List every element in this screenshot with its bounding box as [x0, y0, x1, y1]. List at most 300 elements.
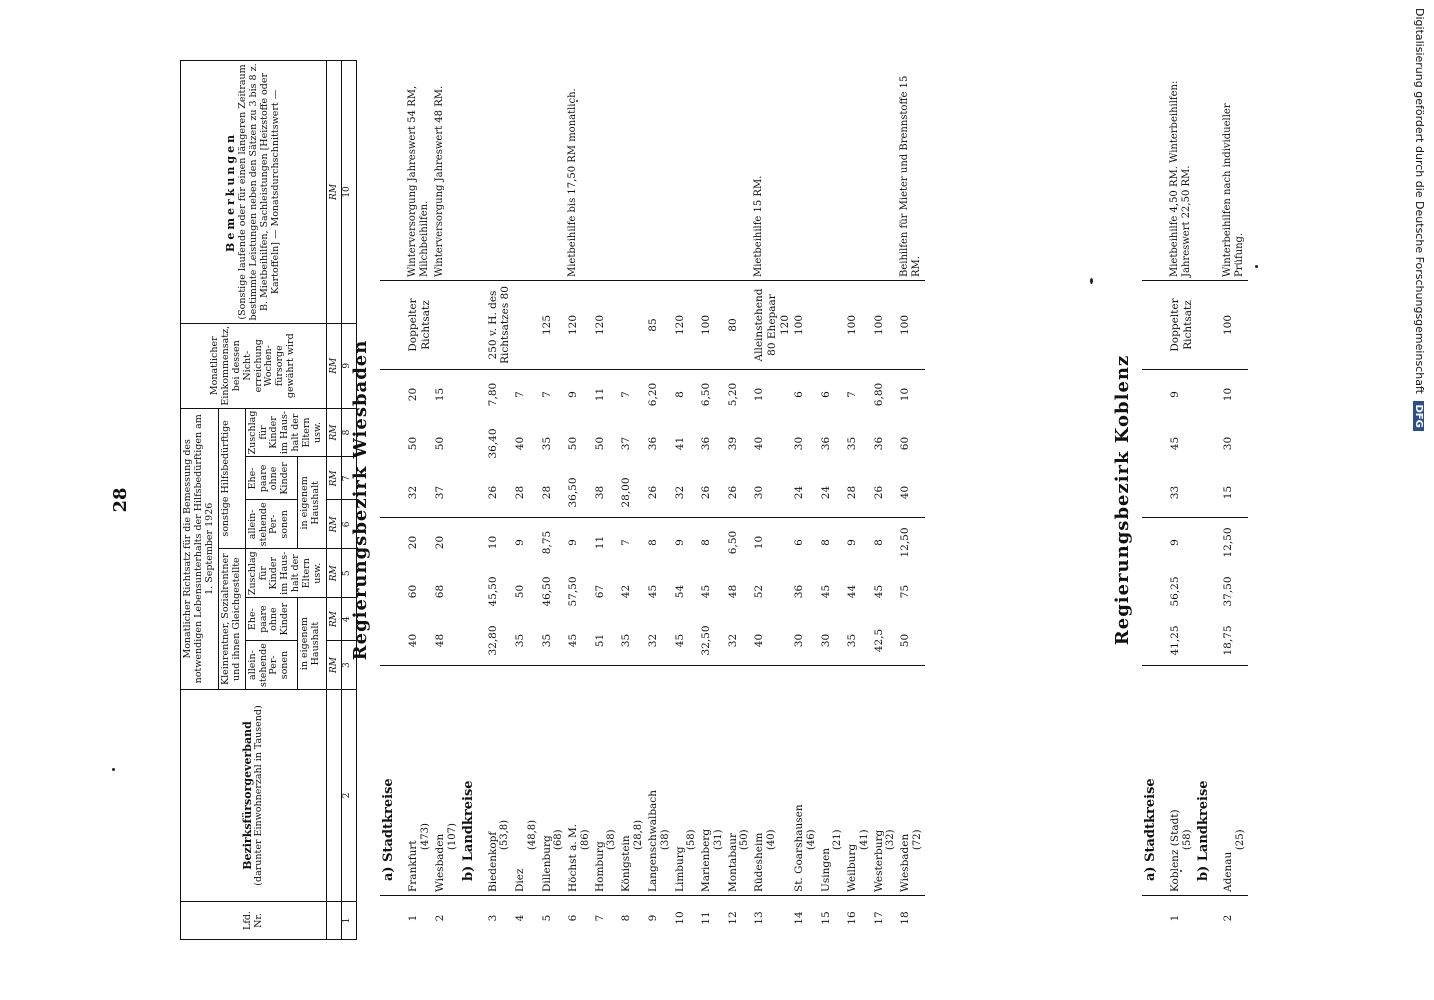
- rate-cell-c8: 20: [406, 370, 433, 420]
- unit-rm: RM: [327, 61, 342, 324]
- empty-cell: [1142, 468, 1168, 518]
- row-number: [380, 896, 406, 941]
- row-number: [460, 896, 486, 941]
- district-name: Montabaur: [726, 832, 739, 892]
- row-number: 13: [752, 896, 792, 941]
- district-population: (28,8): [632, 819, 644, 850]
- district-cell: [566, 666, 593, 896]
- district-population: (25): [1234, 829, 1246, 850]
- rate-cell-c7: 50: [407, 436, 419, 451]
- rate-cell-c7: 60: [899, 436, 912, 451]
- table-row: [619, 60, 646, 940]
- rate-cell-c6: 26: [486, 485, 499, 500]
- empty-cell: [380, 567, 406, 616]
- district-cell: [646, 666, 673, 896]
- rate-cell-c3: 41,25: [1169, 625, 1181, 656]
- income-threshold-cell: 100: [1221, 281, 1248, 370]
- rotated-page: [60, 60, 1310, 940]
- rate-cell-c7: 37: [620, 436, 633, 451]
- rate-cell-c8: 6,80: [872, 370, 899, 420]
- rate-cell-c8: 6: [819, 370, 846, 420]
- rate-cell-c4: 50: [513, 584, 526, 599]
- row-number: 12: [726, 896, 753, 941]
- remarks-cell: [819, 60, 846, 281]
- row-number: [1195, 896, 1221, 941]
- income-threshold-cell: 120: [566, 281, 593, 370]
- income-threshold-cell: [619, 281, 646, 370]
- column-number: 2: [342, 690, 357, 902]
- header-einkommensatz: Monatlicher Einkommensatz, bei dessen Nicht-erreichung Wochen-fürsorge gewährt wird: [181, 323, 327, 408]
- district-name: Rüdesheim: [753, 832, 766, 892]
- rate-cell-c6: 40: [899, 485, 912, 500]
- district-cell: [673, 666, 700, 896]
- district-population: (107): [446, 823, 458, 850]
- table-koblenz: [1142, 60, 1248, 940]
- table-row: [1168, 60, 1195, 940]
- column-number: 6: [342, 500, 357, 549]
- district-population: (46): [805, 829, 817, 850]
- district-cell: [726, 666, 753, 896]
- rate-cell-c3: 30: [793, 633, 806, 648]
- empty-cell: [1195, 419, 1221, 468]
- rate-cell-c6: 24: [793, 485, 806, 500]
- district-name: Marienberg: [700, 828, 713, 892]
- empty-cell: [1195, 370, 1221, 420]
- remarks-cell: [792, 60, 819, 281]
- rate-cell-c7: 36: [646, 436, 659, 451]
- rate-cell-c5: 9: [673, 518, 700, 568]
- district-population: (40): [765, 829, 777, 850]
- income-threshold-cell: 125: [540, 281, 567, 370]
- rate-cell-c4: 44: [846, 584, 859, 599]
- empty-cell: [380, 419, 406, 468]
- table-wiesbaden: [380, 60, 925, 940]
- table-row: [872, 60, 899, 940]
- rate-cell-c7: 40: [513, 436, 526, 451]
- unit-rm: RM: [327, 323, 342, 408]
- rate-cell-c5: 9: [845, 518, 872, 568]
- empty-cell: [1195, 468, 1221, 518]
- empty-cell: [460, 616, 486, 666]
- rate-cell-c5: 10: [752, 518, 792, 568]
- rate-cell-c5: 9: [1168, 518, 1195, 568]
- header-richtsatz: Monatlicher Richtsatz für die Bemessung des notwendigen Lebensunterhalts der Hilfsbedürftigen am 1. September 1926: [181, 408, 219, 689]
- rate-cell-c6: 36,50: [567, 477, 580, 508]
- unit-rm: RM: [327, 500, 342, 549]
- rate-cell-c4: 45: [819, 584, 832, 599]
- empty-cell: [1142, 518, 1168, 568]
- district-cell: [406, 666, 433, 896]
- empty-cell: [460, 419, 486, 468]
- header-allein-1: allein-stehende Per-sonen: [245, 641, 298, 690]
- district-name: Frankfurt: [407, 840, 419, 892]
- rate-cell-c3: 35: [620, 633, 633, 648]
- rate-cell-c4: 48: [726, 584, 739, 599]
- row-number: 10: [673, 896, 700, 941]
- rate-cell-c3: 40: [753, 633, 766, 648]
- district-cell: [845, 666, 872, 896]
- table-row: [513, 60, 540, 940]
- district-population: (58): [1181, 829, 1193, 850]
- empty-cell: [1195, 518, 1221, 568]
- income-threshold-cell: Doppelter Richtsatz: [406, 281, 433, 370]
- header-bezirk: [181, 690, 327, 902]
- empty-cell: [1195, 60, 1221, 281]
- district-population: (72): [912, 829, 924, 850]
- row-number: 8: [619, 896, 646, 941]
- remarks-cell: [619, 60, 646, 281]
- income-threshold-cell: 100: [898, 281, 925, 370]
- remarks-cell: [646, 60, 673, 281]
- column-number: 3: [342, 641, 357, 690]
- empty-cell: [460, 370, 486, 420]
- rate-cell-c8: 10: [1221, 370, 1248, 420]
- subsection-row: [380, 60, 406, 940]
- rate-cell-c8: 5,20: [726, 370, 753, 420]
- rate-cell-c5: 10: [486, 518, 513, 568]
- rate-cell-c8: 10: [752, 370, 792, 420]
- district-cell: [699, 666, 726, 896]
- remarks-cell: Mietbeihilfe 4,50 RM. Winterbeihilfen: Jahreswert 22,50 RM.: [1169, 80, 1192, 277]
- rate-cell-c3: 32: [726, 633, 739, 648]
- rate-cell-c4: 42: [620, 584, 633, 599]
- rate-cell-c6: 28: [540, 485, 553, 500]
- rate-cell-c3: 35: [540, 633, 553, 648]
- rate-cell-c4: 36: [793, 584, 806, 599]
- income-threshold-cell: 80: [726, 281, 753, 370]
- rate-cell-c6: 28: [846, 485, 859, 500]
- table-row: [540, 60, 567, 940]
- row-number: 7: [593, 896, 620, 941]
- subsection-heading: a) Stadtkreise: [380, 666, 406, 896]
- remarks-cell: [593, 60, 620, 281]
- income-threshold-cell: 120: [673, 281, 700, 370]
- rate-cell-c5: 8: [819, 518, 846, 568]
- row-number: 11: [699, 896, 726, 941]
- rate-cell-c5: 7: [619, 518, 646, 568]
- row-number: 5: [540, 896, 567, 941]
- header-allein-2: allein-stehende Per-sonen: [245, 500, 298, 549]
- rate-cell-c3: 32,50: [700, 625, 713, 656]
- header-bezirk-title: Bezirksfürsorgeverband: [240, 721, 254, 870]
- district-cell: [593, 666, 620, 896]
- remarks-cell: [513, 60, 540, 281]
- rate-cell-c5: 12,50: [898, 518, 925, 568]
- district-name: Biedenkopf: [486, 831, 499, 892]
- rate-cell-c8: 7: [540, 370, 567, 420]
- row-number: 15: [819, 896, 846, 941]
- district-name: St. Goarshausen: [793, 804, 806, 892]
- district-cell: [433, 666, 460, 896]
- rate-cell-c7: 30: [793, 436, 806, 451]
- table-row: [726, 60, 753, 940]
- table-row: [566, 60, 593, 940]
- rate-cell-c3: 51: [593, 633, 606, 648]
- row-number: 1: [406, 896, 433, 941]
- district-name: Königstein: [620, 835, 633, 892]
- rate-cell-c7: 45: [1169, 436, 1181, 451]
- rate-cell-c8: 11: [593, 370, 620, 420]
- table-row: [406, 60, 433, 940]
- income-threshold-cell: [433, 281, 460, 370]
- district-name: Wiesbaden: [899, 833, 912, 892]
- remarks-cell: Winterversorgung Jahreswert 48 RM.: [434, 85, 446, 277]
- table-row: [699, 60, 726, 940]
- header-lfd-nr: Lfd. Nr.: [181, 902, 327, 940]
- rate-cell-c5: 12,50: [1221, 518, 1248, 568]
- unit-rm: RM: [327, 408, 342, 457]
- rate-cell-c5: 20: [406, 518, 433, 568]
- rate-cell-c5: 9: [513, 518, 540, 568]
- table-row: [845, 60, 872, 940]
- subsection-heading: b) Landkreise: [1195, 666, 1221, 896]
- district-population: (32): [885, 829, 897, 850]
- row-number: 3: [486, 896, 513, 941]
- empty-cell: [380, 60, 406, 281]
- row-number: 9: [646, 896, 673, 941]
- district-name: Langenschwalbach: [646, 790, 659, 892]
- district-population: (58): [686, 829, 698, 850]
- rate-cell-c6: 26: [700, 485, 713, 500]
- remarks-cell: Mietbeihilfe bis 17,50 RM monatlich.: [567, 88, 579, 277]
- rate-cell-c8: 6,20: [646, 370, 673, 420]
- rate-cell-c6: 33: [1169, 485, 1181, 500]
- row-number: 18: [898, 896, 925, 941]
- district-population: (38): [659, 829, 671, 850]
- rate-cell-c6: 28: [513, 485, 526, 500]
- table-row: [646, 60, 673, 940]
- header-bemerkungen: [181, 61, 327, 324]
- income-threshold-cell: 100: [845, 281, 872, 370]
- empty-cell: [380, 518, 406, 568]
- column-number: 10: [342, 61, 357, 324]
- row-number: 2: [433, 896, 460, 941]
- remarks-cell: Winterbeihilfen nach individueller Prüfung.: [1222, 103, 1246, 277]
- remarks-cell: Winterversorgung Jahreswert 54 RM, Milchbeihilfen.: [407, 85, 430, 277]
- rate-cell-c8: 9: [566, 370, 593, 420]
- unit-rm: RM: [327, 457, 342, 500]
- dfg-logo: DFG: [1413, 401, 1424, 430]
- empty-cell: [1142, 567, 1168, 616]
- remarks-cell: [673, 60, 700, 281]
- district-population: (48,8): [526, 819, 538, 850]
- district-cell: [1221, 666, 1248, 896]
- rate-cell-c8: 15: [433, 370, 460, 420]
- rate-cell-c4: 52: [753, 584, 766, 599]
- table-row: [1221, 60, 1248, 940]
- income-threshold-cell: 100: [792, 281, 819, 370]
- rate-cell-c7: 36: [700, 436, 713, 451]
- district-name: Dillenburg: [540, 835, 553, 892]
- rate-cell-c3: 45: [673, 633, 686, 648]
- district-name: Homburg: [593, 841, 606, 892]
- rate-cell-c6: 28,00: [620, 477, 633, 508]
- district-cell: [792, 666, 819, 896]
- income-threshold-cell: 120: [593, 281, 620, 370]
- empty-cell: [460, 281, 486, 370]
- district-name: Adenau: [1222, 851, 1235, 892]
- row-number: 17: [872, 896, 899, 941]
- header-sonstige: sonstige Hilfsbedürftige: [218, 408, 245, 549]
- rate-cell-c3: 45: [567, 633, 580, 648]
- rate-cell-c5: 6: [792, 518, 819, 568]
- empty-cell: [1142, 616, 1168, 666]
- empty-cell: [1142, 370, 1168, 420]
- empty-cell: [1142, 60, 1168, 281]
- district-name: Wiesbaden: [434, 833, 447, 892]
- rate-cell-c5: 8: [699, 518, 726, 568]
- remarks-cell: Beihilfen für Mieter und Brennstoffe 15 RM.: [899, 75, 923, 277]
- subsection-row: [1195, 60, 1221, 940]
- rate-cell-c7: 50: [567, 436, 580, 451]
- column-number: 4: [342, 598, 357, 641]
- remarks-cell: Mietbeihilfe 15 RM.: [753, 175, 765, 277]
- rate-cell-c8: 8: [673, 370, 700, 420]
- rate-cell-c6: 38: [593, 485, 606, 500]
- table-row: [898, 60, 925, 940]
- rate-cell-c7: 30: [1222, 436, 1235, 451]
- empty-cell: [1195, 567, 1221, 616]
- district-name: Limburg: [673, 846, 686, 892]
- rate-cell-c4: 67: [593, 584, 606, 599]
- income-threshold-cell: 100: [699, 281, 726, 370]
- table-row: [792, 60, 819, 940]
- header-ehe-1: Ehe-paare ohne Kinder: [245, 598, 298, 641]
- column-number: 1: [342, 902, 357, 940]
- column-number: 5: [342, 549, 357, 598]
- row-number: 1: [1168, 896, 1195, 941]
- rate-cell-c6: 32: [673, 485, 686, 500]
- subsection-heading: a) Stadtkreise: [1142, 666, 1168, 896]
- credit-text: Digitalisierung gefördert durch die Deutsche Forschungsgemeinschaft: [1413, 8, 1426, 394]
- rate-cell-c4: 45,50: [486, 576, 499, 607]
- rate-cell-c4: 57,50: [567, 576, 580, 607]
- rate-cell-c4: 45: [646, 584, 659, 599]
- district-cell: [619, 666, 646, 896]
- column-number: 7: [342, 457, 357, 500]
- table-row: [486, 60, 513, 940]
- district-population: (38): [606, 829, 618, 850]
- rate-cell-c6: 15: [1222, 485, 1235, 500]
- rate-cell-c7: 36: [819, 436, 832, 451]
- row-number: [1142, 896, 1168, 941]
- empty-cell: [380, 616, 406, 666]
- rate-cell-c5: 6,50: [726, 518, 753, 568]
- unit-blank: [327, 902, 342, 940]
- header-ehe-2: Ehe-paare ohne Kinder: [245, 457, 298, 500]
- rate-cell-c4: 56,25: [1169, 576, 1181, 607]
- rate-cell-c8: 10: [898, 370, 925, 420]
- table-row: [752, 60, 792, 940]
- district-name: Koblenz (Stadt): [1169, 809, 1181, 892]
- rate-cell-c3: 35: [846, 633, 859, 648]
- section-title-koblenz: Regierungsbezirk Koblenz: [1112, 354, 1133, 646]
- remarks-cell: [845, 60, 872, 281]
- rate-cell-c3: 48: [434, 633, 447, 648]
- row-number: 14: [792, 896, 819, 941]
- rate-cell-c7: 50: [434, 436, 447, 451]
- rate-cell-c8: 7,80: [486, 370, 513, 420]
- row-number: 6: [566, 896, 593, 941]
- empty-cell: [1142, 281, 1168, 370]
- header-haushalt-2: in eigenem Haushalt: [298, 457, 327, 549]
- row-number: 2: [1221, 896, 1248, 941]
- district-cell: [819, 666, 846, 896]
- income-threshold-cell: 85: [646, 281, 673, 370]
- header-bemerkungen-title: Bemerkungen: [224, 131, 238, 252]
- district-name: Weilburg: [846, 843, 859, 892]
- income-threshold-cell: [513, 281, 540, 370]
- district-name: Höchst a. M.: [567, 823, 580, 892]
- rate-cell-c3: 18,75: [1222, 625, 1235, 656]
- income-threshold-cell: Doppelter Richtsatz: [1168, 281, 1195, 370]
- district-cell: [898, 666, 925, 896]
- remarks-cell: [726, 60, 753, 281]
- header-bezirk-note: (darunter Einwohnerzahl in Tausend): [253, 705, 265, 886]
- rate-cell-c4: 54: [673, 584, 686, 599]
- empty-cell: [380, 468, 406, 518]
- digitization-credit: [1413, 8, 1426, 431]
- district-population: (473): [419, 823, 431, 850]
- rate-cell-c4: 37,50: [1222, 576, 1235, 607]
- empty-cell: [460, 567, 486, 616]
- rate-cell-c8: 6: [792, 370, 819, 420]
- rate-cell-c4: 45: [872, 584, 885, 599]
- rate-cell-c8: 7: [845, 370, 872, 420]
- district-population: (21): [832, 829, 844, 850]
- empty-cell: [380, 281, 406, 370]
- row-number: 4: [513, 896, 540, 941]
- district-population: (53,8): [499, 819, 511, 850]
- income-threshold-cell: [819, 281, 846, 370]
- remarks-cell: [872, 60, 899, 281]
- rate-cell-c6: 30: [753, 485, 766, 500]
- header-bemerkungen-note: (Sonstige laufende oder für einen längeren Zeitraum bestimmte Leistungen neben den Sätzen zu 3 bis 8 z. B. Mietbeihilfen, Sachleistungen [Heizstoffe oder Kartoffeln] — Monatsdurchschnittswert —: [237, 63, 281, 321]
- rate-cell-c4: 46,50: [540, 576, 553, 607]
- page-number: 28: [110, 487, 131, 513]
- rate-cell-c3: 40: [407, 633, 419, 648]
- unit-rm: RM: [327, 549, 342, 598]
- rate-cell-c6: 37: [434, 485, 447, 500]
- rate-cell-c7: 35: [846, 436, 859, 451]
- column-number: 8: [342, 408, 357, 457]
- rate-cell-c3: 32,80: [486, 625, 499, 656]
- rate-cell-c5: 8: [646, 518, 673, 568]
- rate-cell-c6: 26: [872, 485, 885, 500]
- table-row: [673, 60, 700, 940]
- rate-cell-c8: 7: [513, 370, 540, 420]
- rate-cell-c8: 9: [1168, 370, 1195, 420]
- subsection-row: [460, 60, 486, 940]
- district-cell: [752, 666, 792, 896]
- rate-cell-c6: 24: [819, 485, 832, 500]
- rate-cell-c6: 32: [407, 485, 419, 500]
- rate-cell-c4: 60: [407, 584, 419, 599]
- rate-cell-c7: 40: [753, 436, 766, 451]
- empty-cell: [460, 60, 486, 281]
- rate-cell-c6: 26: [726, 485, 739, 500]
- empty-cell: [1195, 616, 1221, 666]
- empty-cell: [460, 468, 486, 518]
- row-number: 16: [845, 896, 872, 941]
- rate-cell-c8: 6,50: [699, 370, 726, 420]
- unit-rm: RM: [327, 641, 342, 690]
- rate-cell-c5: 8: [872, 518, 899, 568]
- district-population: (31): [712, 829, 724, 850]
- rate-cell-c8: 7: [619, 370, 646, 420]
- rate-cell-c7: 35: [540, 436, 553, 451]
- district-population: (50): [739, 829, 751, 850]
